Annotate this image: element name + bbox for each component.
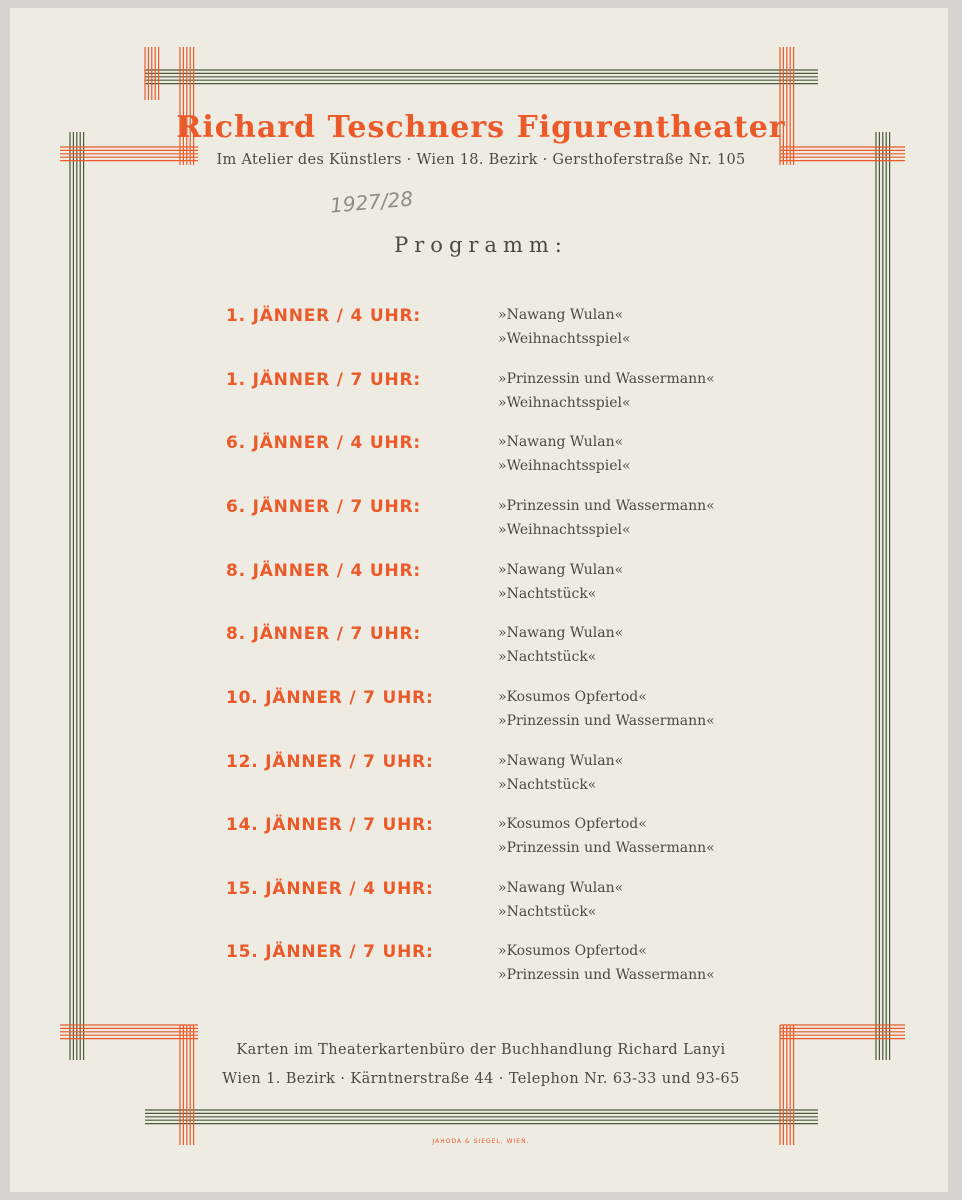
show-title: »Nachtstück«	[498, 586, 597, 602]
schedule-time: 8. JÄNNER / 7 UHR:	[226, 624, 421, 644]
theater-title: Richard Teschners Figurentheater	[176, 110, 786, 145]
schedule-row	[0, 815, 962, 871]
ticket-address: Wien 1. Bezirk · Kärntnerstraße 44 · Telephon Nr. 63-33 und 93-65	[222, 1071, 740, 1087]
show-title: »Kosumos Opfertod«	[498, 689, 647, 705]
show-title: »Weihnachtsspiel«	[498, 331, 631, 347]
show-title: »Kosumos Opfertod«	[498, 816, 647, 832]
schedule-row	[0, 688, 962, 744]
show-title: »Nachtstück«	[498, 777, 597, 793]
schedule-row	[0, 306, 962, 362]
schedule-time: 6. JÄNNER / 7 UHR:	[226, 497, 421, 517]
show-title: »Prinzessin und Wassermann«	[498, 840, 715, 856]
show-title: »Weihnachtsspiel«	[498, 395, 631, 411]
show-title: »Nawang Wulan«	[498, 880, 624, 896]
show-title: »Prinzessin und Wassermann«	[498, 713, 715, 729]
show-title: »Prinzessin und Wassermann«	[498, 498, 715, 514]
show-title: »Nachtstück«	[498, 649, 597, 665]
schedule-time: 12. JÄNNER / 7 UHR:	[226, 752, 434, 772]
show-title: »Weihnachtsspiel«	[498, 522, 631, 538]
schedule-row	[0, 370, 962, 426]
schedule-row	[0, 752, 962, 808]
show-title: »Prinzessin und Wassermann«	[498, 967, 715, 983]
ticket-info: Karten im Theaterkartenbüro der Buchhandlung Richard Lanyi	[236, 1042, 726, 1058]
show-title: »Nawang Wulan«	[498, 434, 624, 450]
show-title: »Nawang Wulan«	[498, 307, 624, 323]
schedule-time: 15. JÄNNER / 7 UHR:	[226, 942, 434, 962]
schedule-row	[0, 497, 962, 553]
schedule-row	[0, 942, 962, 998]
show-title: »Kosumos Opfertod«	[498, 943, 647, 959]
show-title: »Nachtstück«	[498, 904, 597, 920]
show-title: »Nawang Wulan«	[498, 753, 624, 769]
schedule-time: 14. JÄNNER / 7 UHR:	[226, 815, 434, 835]
program-heading: Programm:	[394, 233, 568, 257]
printer-imprint: JAHODA & SIEGEL, WIEN.	[432, 1138, 530, 1145]
handwritten-season-note: 1927/28	[329, 186, 414, 218]
schedule-time: 6. JÄNNER / 4 UHR:	[226, 433, 421, 453]
schedule-time: 15. JÄNNER / 4 UHR:	[226, 879, 434, 899]
schedule-row	[0, 561, 962, 617]
schedule-time: 1. JÄNNER / 4 UHR:	[226, 306, 421, 326]
schedule-time: 10. JÄNNER / 7 UHR:	[226, 688, 434, 708]
show-title: »Prinzessin und Wassermann«	[498, 371, 715, 387]
theater-address: Im Atelier des Künstlers · Wien 18. Bezirk · Gersthoferstraße Nr. 105	[216, 152, 746, 168]
schedule-time: 8. JÄNNER / 4 UHR:	[226, 561, 421, 581]
show-title: »Weihnachtsspiel«	[498, 458, 631, 474]
show-title: »Nawang Wulan«	[498, 625, 624, 641]
schedule-row	[0, 624, 962, 680]
schedule-row	[0, 433, 962, 489]
show-title: »Nawang Wulan«	[498, 562, 624, 578]
schedule-row	[0, 879, 962, 935]
schedule-time: 1. JÄNNER / 7 UHR:	[226, 370, 421, 390]
